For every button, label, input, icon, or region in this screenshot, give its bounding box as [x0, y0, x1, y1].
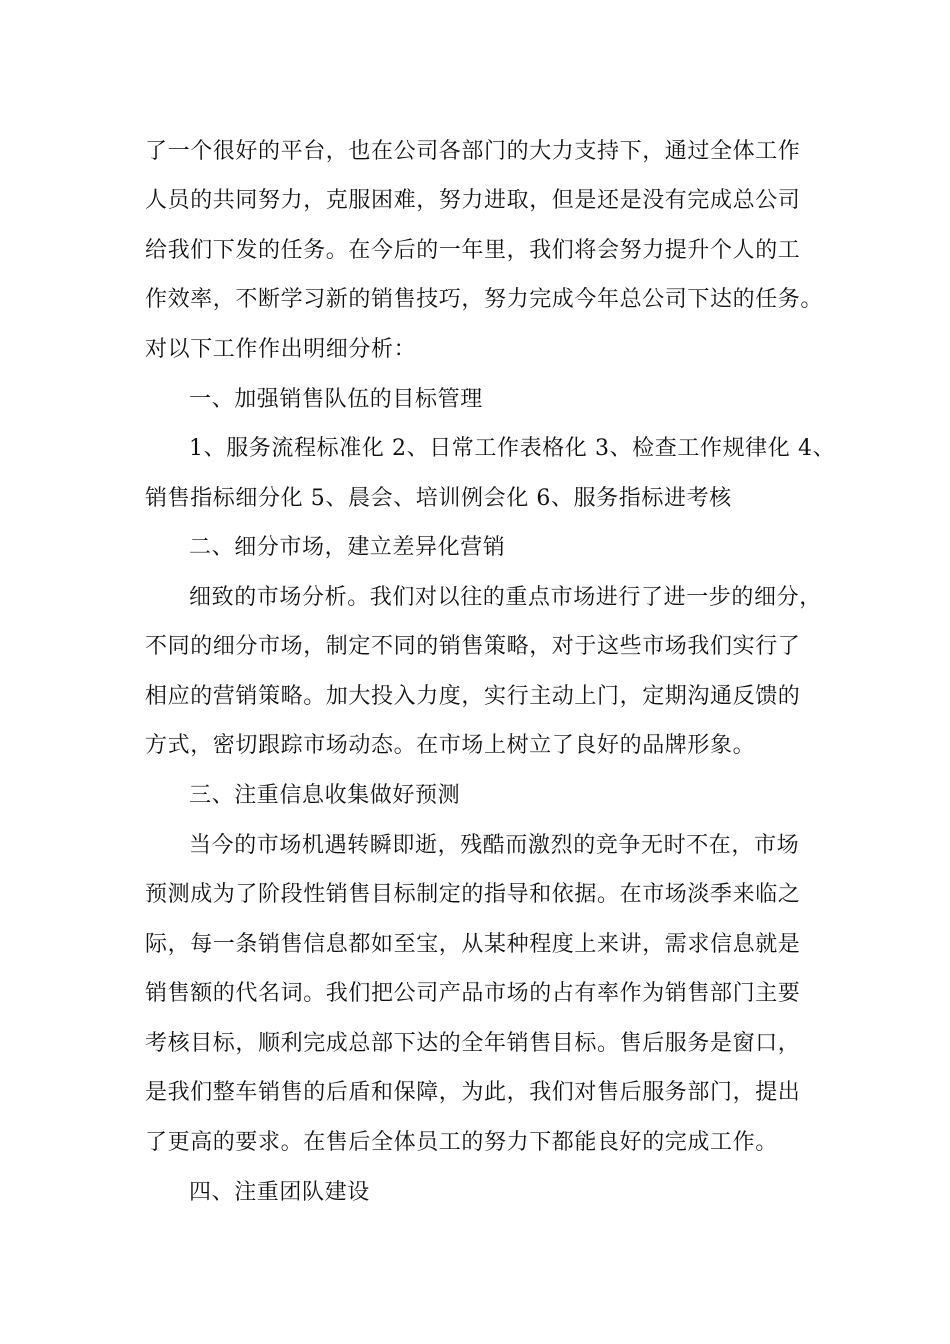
paragraph-line: 预测成为了阶段性销售目标制定的指导和依据。在市场淡季来临之 — [145, 882, 801, 907]
section-heading: 一、加强销售队伍的目标管理 — [189, 387, 483, 412]
paragraph-line: 当今的市场机遇转瞬即逝，残酷而激烈的竞争无时不在，市场 — [189, 833, 800, 858]
section-heading: 三、注重信息收集做好预测 — [189, 783, 461, 808]
paragraph-line: 考核目标，顺利完成总部下达的全年销售目标。售后服务是窗口， — [145, 1031, 801, 1056]
paragraph-line: 人员的共同努力，克服困难，努力进取，但是还是没有完成总公司 — [145, 188, 801, 213]
paragraph-line: 销售指标细分化 5、晨会、培训例会化 6、服务指标进考核 — [145, 486, 732, 511]
paragraph-line: 方式，密切跟踪市场动态。在市场上树立了良好的品牌形象。 — [145, 733, 756, 758]
paragraph-line: 作效率，不断学习新的销售技巧，努力完成今年总公司下达的任务。 — [145, 287, 824, 312]
paragraph-line: 细致的市场分析。我们对以往的重点市场进行了进一步的细分， — [189, 585, 822, 610]
section-heading: 二、细分市场，建立差异化营销 — [189, 535, 506, 560]
paragraph-line: 了更高的要求。在售后全体员工的努力下都能良好的完成工作。 — [145, 1130, 778, 1155]
section-heading: 四、注重团队建设 — [189, 1180, 370, 1205]
paragraph-line: 给我们下发的任务。在今后的一年里，我们将会努力提升个人的工 — [145, 238, 801, 263]
paragraph-line: 1、服务流程标准化 2、日常工作表格化 3、检查工作规律化 4、 — [189, 436, 836, 461]
paragraph-line: 销售额的代名词。我们把公司产品市场的占有率作为销售部门主要 — [145, 981, 801, 1006]
paragraph-line: 相应的营销策略。加大投入力度，实行主动上门，定期沟通反馈的 — [145, 684, 801, 709]
paragraph-line: 际，每一条销售信息都如至宝，从某种程度上来讲，需求信息就是 — [145, 932, 801, 957]
paragraph-line: 不同的细分市场，制定不同的销售策略，对于这些市场我们实行了 — [145, 634, 801, 659]
paragraph-line: 了一个很好的平台，也在公司各部门的大力支持下，通过全体工作 — [145, 139, 801, 164]
paragraph-line: 是我们整车销售的后盾和保障，为此，我们对售后服务部门，提出 — [145, 1080, 801, 1105]
paragraph-line: 对以下工作作出明细分析： — [145, 337, 417, 362]
